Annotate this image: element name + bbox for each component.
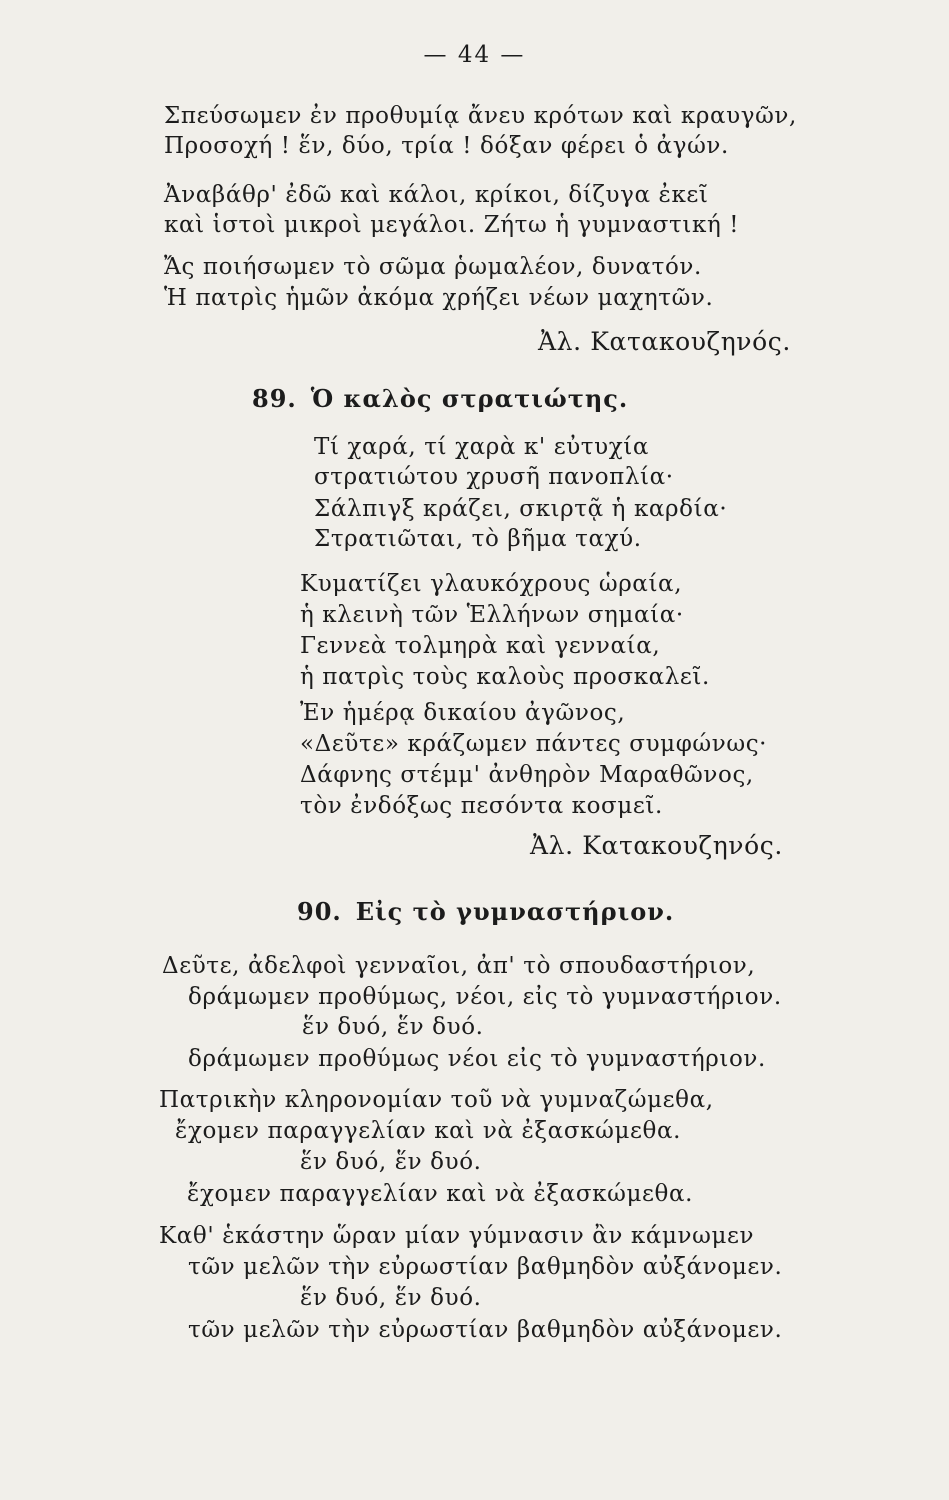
poem-line: Ἡ πατρὶς ἡμῶν ἀκόμα χρήζει νέων μαχητῶν. [164,285,714,311]
poem-line: Σάλπιγξ κράζει, σκιρτᾷ ἡ καρδία· [314,496,728,522]
poem-line: Προσοχή ! ἕν, δύο, τρία ! δόξαν φέρει ὁ ἀγών. [164,133,729,159]
poem-line: καὶ ἱστοὶ μικροὶ μεγάλοι. Ζήτω ἡ γυμναστική ! [164,212,740,238]
poem-line: τῶν μελῶν τὴν εὐρωστίαν βαθμηδὸν αὐξάνομεν. [188,1317,783,1343]
poem-line: Γεννεὰ τολμηρὰ καὶ γενναία, [300,633,661,659]
poem-line: Ἄς ποιήσωμεν τὸ σῶμα ῥωμαλέον, δυνατόν. [164,254,702,280]
poem-number: 89. [252,384,297,413]
poem-line: τῶν μελῶν τὴν εὐρωστίαν βαθμηδὸν αὐξάνομεν. [188,1254,783,1280]
poem-line: ἔχομεν παραγγελίαν καὶ νὰ ἐξασκώμεθα. [187,1181,693,1207]
poem-line: Δεῦτε, ἀδελφοὶ γενναῖοι, ἀπ' τὸ σπουδαστήριον, [162,953,756,979]
poem-line: ἔχομεν παραγγελίαν καὶ νὰ ἐξασκώμεθα. [175,1118,681,1144]
poem-line: Τί χαρά, τί χαρὰ κ' εὐτυχία [314,434,649,460]
poem-line: «Δεῦτε» κράζωμεν πάντες συμφώνως· [300,731,768,757]
poem-line: Ἐν ἡμέρᾳ δικαίου ἀγῶνος, [300,700,626,726]
author-signature: Ἀλ. Κατακουζηνός. [530,831,783,860]
poem-title: Ὁ καλὸς στρατιώτης. [310,384,629,413]
poem-line: τὸν ἐνδόξως πεσόντα κοσμεῖ. [300,793,663,819]
poem-line: Στρατιῶται, τὸ βῆμα ταχύ. [314,526,642,552]
poem-title: Εἰς τὸ γυμναστήριον. [355,897,675,926]
poem-line: ἕν δυό, ἕν δυό. [300,1285,482,1311]
poem-line: ἡ πατρὶς τοὺς καλοὺς προσκαλεῖ. [300,664,710,690]
poem-line: Δάφνης στέμμ' ἀνθηρὸν Μαραθῶνος, [300,762,754,788]
author-signature: Ἀλ. Κατακουζηνός. [538,327,791,356]
poem-number: 90. [297,897,342,926]
poem-line: Πατρικὴν κληρονομίαν τοῦ νὰ γυμναζώμεθα, [159,1087,714,1113]
poem-line: ἡ κλεινὴ τῶν Ἑλλήνων σημαία· [300,602,684,628]
poem-line: Ἀναβάθρ' ἐδῶ καὶ κάλοι, κρίκοι, δίζυγα ἐκεῖ [164,182,709,208]
poem-line: στρατιώτου χρυσῆ πανοπλία· [314,464,674,490]
poem-line: ἕν δυό, ἕν δυό. [300,1149,482,1175]
poem-line: Κυματίζει γλαυκόχρους ὡραία, [300,571,683,597]
poem-line: Καθ' ἑκάστην ὥραν μίαν γύμνασιν ἂν κάμνωμεν [159,1223,755,1249]
poem-line: δράμωμεν προθύμως, νέοι, εἰς τὸ γυμναστήριον. [188,984,782,1010]
poem-line: δράμωμεν προθύμως νέοι εἰς τὸ γυμναστήριον. [188,1046,766,1072]
poem-heading [252,384,628,414]
poem-line: ἕν δυό, ἕν δυό. [302,1014,484,1040]
poem-heading [297,897,674,927]
page-number: — 44 — [423,42,526,68]
poem-line: Σπεύσωμεν ἐν προθυμίᾳ ἄνευ κρότων καὶ κραυγῶν, [164,103,797,129]
